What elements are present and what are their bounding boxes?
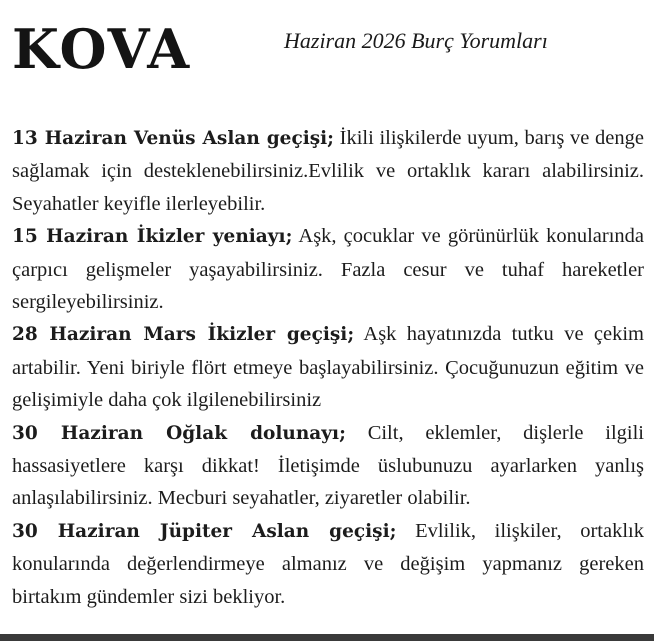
entry-text: Cilt, eklemler, dişlerle ilgili hassasiyetlere karşı dikkat! İletişimde üslubunuzu ayarlarken yanlış anlaşılabilirsiniz. Mecburi seyahatler, ziyaretler olabilir. [12, 421, 644, 510]
entry-heading: 15 Haziran İkizler yeniayı; [12, 226, 293, 248]
page-subtitle: Haziran 2026 Burç Yorumları [284, 28, 548, 53]
entry-venus-leo [12, 122, 644, 220]
entry-heading: 28 Haziran Mars İkizler geçişi; [12, 324, 355, 346]
entry-text: Aşk, çocuklar ve görünürlük konularında çarpıcı gelişmeler yaşayabilirsiniz. Fazla cesur ve tuhaf hareketler sergileyebilirsiniz. [12, 225, 644, 314]
horoscope-content [12, 122, 644, 613]
page-title: KOVA [12, 17, 192, 81]
entry-gemini-new-moon [12, 220, 644, 318]
entry-jupiter-leo [12, 515, 644, 613]
entry-text: İkili ilişkilerde uyum, barış ve denge sağlamak için desteklenebilirsiniz.Evlilik ve ortaklık kararı alabilirsiniz. Seyahatler keyifle ilerleyebilir. [12, 127, 644, 215]
entry-heading: 13 Haziran Venüs Aslan geçişi; [12, 128, 335, 149]
bottom-divider [0, 634, 654, 641]
entry-capricorn-full-moon [12, 417, 644, 515]
entry-text: Evlilik, ilişkiler, ortaklık konularında değerlendirmeye almanız ve değişim yapmanız gereken birtakım gündemler sizi bekliyor. [12, 519, 644, 608]
entry-heading: 30 Haziran Jüpiter Aslan geçişi; [12, 520, 397, 542]
entry-mars-gemini [12, 318, 644, 416]
entry-heading: 30 Haziran Oğlak dolunayı; [12, 422, 346, 444]
entry-text: Aşk hayatınızda tutku ve çekim artabilir. Yeni biriyle flört etmeye başlayabilirsiniz. Çocuğunuzun eğitim ve gelişimiyle daha çok ilgilenebilirsiniz [12, 323, 645, 412]
